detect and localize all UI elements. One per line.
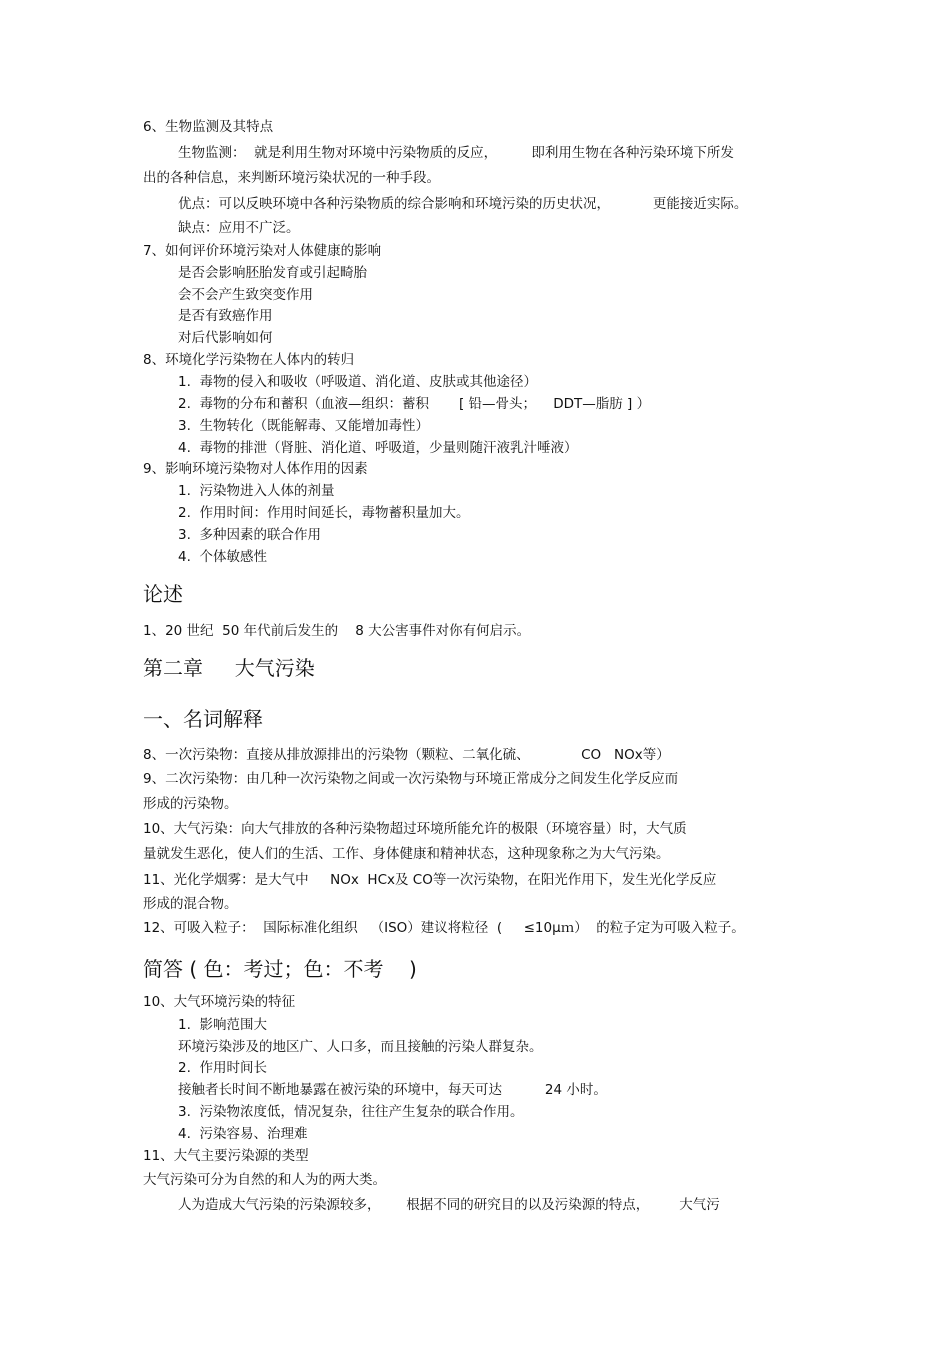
term-12: 12、可吸入粒子： 国际标准化组织 （ISO）建议将粒径 ( ≤10μｍ） 的粒子定为可吸入粒子。: [143, 920, 745, 936]
term-10-cont: 量就发生恶化，使人们的生活、工作、身体健康和精神状态，这种现象称之为大气污染。: [143, 846, 670, 862]
question-9-title: 9、影响环境污染物对人体作用的因素: [143, 461, 368, 477]
question-11-title: 11、大气主要污染源的类型: [143, 1148, 309, 1164]
term-10: 10、大气污染：向大气排放的各种污染物超过环境所能允许的极限（环境容量）时，大气质: [143, 821, 687, 837]
list-item: 是否会影响胚胎发育或引起畸胎: [178, 265, 367, 281]
essay-question-1: 1、20 世纪 50 年代前后发生的 8 大公害事件对你有何启示。: [143, 623, 531, 639]
question-10-title: 10、大气环境污染的特征: [143, 994, 296, 1010]
list-item: 4. 污染容易、治理难: [178, 1126, 308, 1142]
section-heading-short-answer: 简答 ( 色：考过；色：不考 ): [143, 957, 417, 981]
list-item: 3. 污染物浓度低，情况复杂，往往产生复杂的联合作用。: [178, 1104, 524, 1120]
term-11: 11、光化学烟雾：是大气中 NOx HCx及 CO等一次污染物，在阳光作用下，发生光化学反应: [143, 872, 717, 888]
section-heading-essay: 论述: [143, 582, 183, 606]
term-8: 8、一次污染物：直接从排放源排出的污染物（颗粒、二氧化硫、 CO NOx等）: [143, 747, 670, 763]
disadvantage-line: 缺点：应用不广泛。: [178, 220, 300, 236]
question-7-title: 7、如何评价环境污染对人体健康的影响: [143, 243, 382, 259]
advantage-line: 优点：可以反映环境中各种污染物质的综合影响和环境污染的历史状况， 更能接近实际。: [178, 196, 748, 212]
pollution-source-intro: 大气污染可分为自然的和人为的两大类。: [143, 1172, 386, 1188]
list-item: 对后代影响如何: [178, 330, 273, 346]
pollution-source-body: 人为造成大气污染的污染源较多， 根据不同的研究目的以及污染源的特点， 大气污: [178, 1197, 720, 1213]
list-item-detail: 接触者长时间不断地暴露在被污染的环境中，每天可达 24 小时。: [178, 1082, 607, 1098]
list-item: 1. 影响范围大: [178, 1017, 267, 1033]
list-item: 4. 毒物的排泄（肾脏、消化道、呼吸道，少量则随汗液乳汁唾液）: [178, 440, 578, 456]
list-item: 2. 毒物的分布和蓄积（血液—组织：蓄积 [ 铅—骨头； DDT—脂肪 ] ）: [178, 396, 651, 412]
question-6-title: 6、生物监测及其特点: [143, 119, 274, 135]
list-item: 3. 多种因素的联合作用: [178, 527, 321, 543]
term-11-cont: 形成的混合物。: [143, 896, 238, 912]
list-item: 3. 生物转化（既能解毒、又能增加毒性）: [178, 418, 429, 434]
chapter-title: 第二章 大气污染: [143, 656, 315, 680]
list-item: 会不会产生致突变作用: [178, 287, 313, 303]
list-item: 2. 作用时间长: [178, 1060, 267, 1076]
term-9: 9、二次污染物：由几种一次污染物之间或一次污染物与环境正常成分之间发生化学反应而: [143, 771, 679, 787]
list-item: 1. 毒物的侵入和吸收（呼吸道、消化道、皮肤或其他途径）: [178, 374, 537, 390]
section-heading-terms: 一、名词解释: [143, 707, 263, 731]
list-item: 1. 污染物进入人体的剂量: [178, 483, 335, 499]
list-item: 是否有致癌作用: [178, 308, 273, 324]
bio-monitoring-definition: 生物监测： 就是利用生物对环境中污染物质的反应， 即利用生物在各种污染环境下所发: [178, 145, 734, 161]
question-8-title: 8、环境化学污染物在人体内的转归: [143, 352, 355, 368]
bio-monitoring-definition-cont: 出的各种信息，来判断环境污染状况的一种手段。: [143, 170, 440, 186]
term-9-cont: 形成的污染物。: [143, 796, 238, 812]
list-item: 2. 作用时间：作用时间延长，毒物蓄积量加大。: [178, 505, 470, 521]
list-item-detail: 环境污染涉及的地区广、人口多，而且接触的污染人群复杂。: [178, 1039, 543, 1055]
list-item: 4. 个体敏感性: [178, 549, 267, 565]
